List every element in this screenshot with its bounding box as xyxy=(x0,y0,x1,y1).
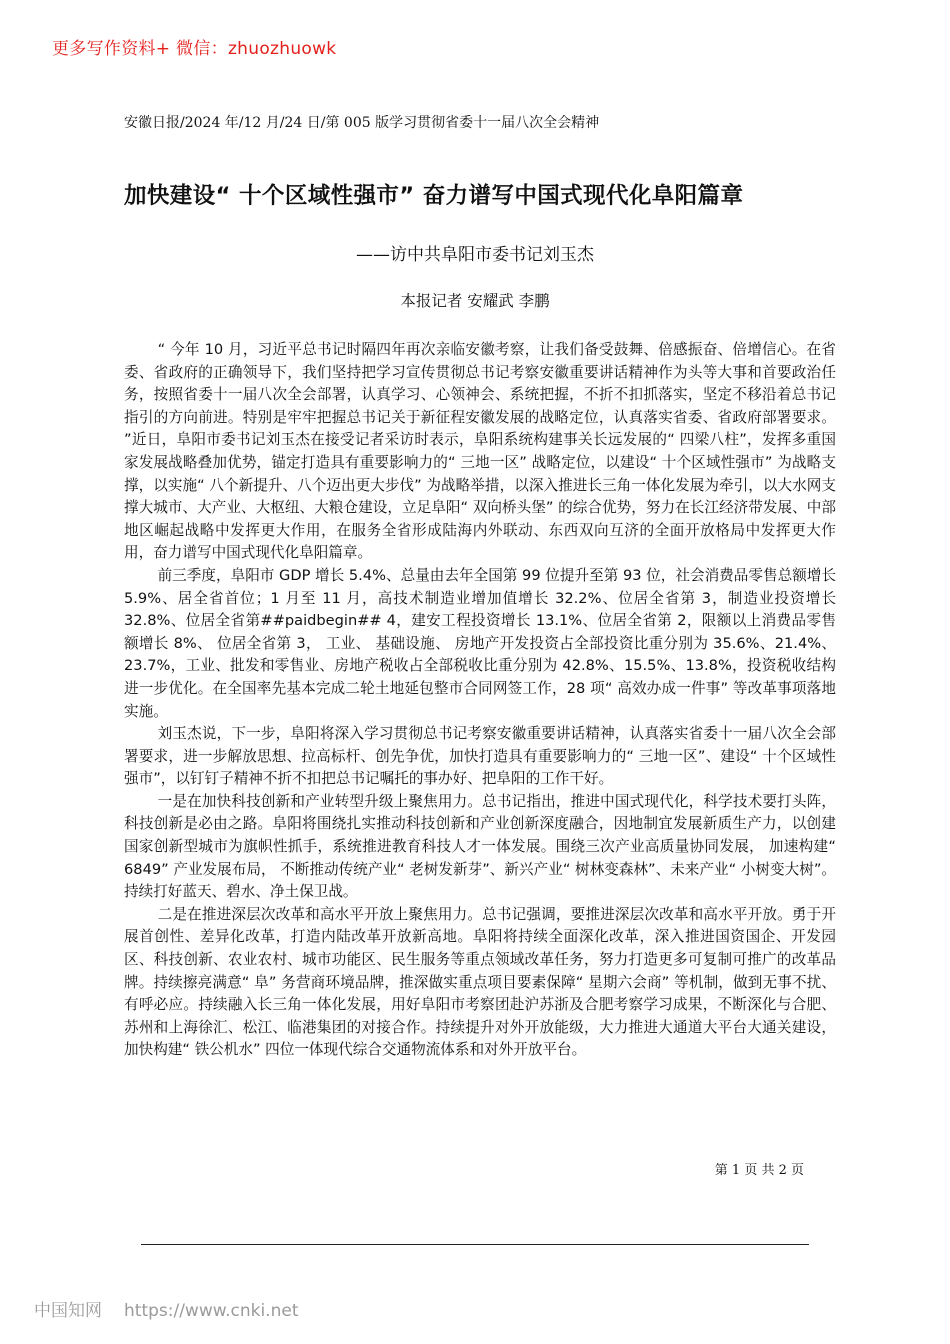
page-indicator: 第 1 页 共 2 页 xyxy=(714,1163,804,1178)
footer-divider xyxy=(141,1244,809,1245)
source-line: 安徽日报/2024 年/12 月/24 日/第 005 版学习贯彻省委十一届八次全会精神 xyxy=(124,115,600,131)
watermark xyxy=(34,1296,298,1321)
paragraph: 一是在加快科技创新和产业转型升级上聚焦用力。总书记指出，推进中国式现代化，科学技术要打头阵，科技创新是必由之路。阜阳将围绕扎实推动科技创新和产业创新深度融合，因地制宜发展新质生产力，以创建国家创新型城市为旗帜性抓手，系统推进教育科技人才一体发展。围绕三次产业高质量协同发展， 加速构建“ 6849” 产业发展布局， 不断推动传统产业“ 老树发新芽”、新兴产业“ 树林变森林”、未来产业“ 小树变大树”。持续打好蓝天、碧水、净土保卫战。 xyxy=(124,792,836,901)
byline: 本报记者 安耀武 李鹏 xyxy=(400,292,550,310)
watermark-brand: 中国知网 xyxy=(34,1301,102,1321)
paragraph: 二是在推进深层次改革和高水平开放上聚焦用力。总书记强调，要推进深层次改革和高水平开放。勇于开展首创性、差异化改革，打造内陆改革开放新高地。阜阳将持续全面深化改革，深入推进国资国企、开发园区、科技创新、农业农村、城市功能区、民生服务等重点领域改革任务，努力打造更多可复制可推广的改革品牌。持续擦亮满意“ 阜” 务营商环境品牌，推深做实重点项目要素保障“ 星期六会商” 等机制，做到无事不扰、有呼必应。持续融入长三角一体化发展，用好阜阳市考察团赴沪苏浙及合肥考察学习成果，不断深化与合肥、苏州和上海徐汇、松江、临港集团的对接合作。持续提升对外开放能级，大力推进大通道大平台大通关建设，加快构建“ 铁公机水” 四位一体现代综合交通物流体系和对外开放平台。 xyxy=(124,905,836,1059)
paragraph: 前三季度，阜阳市 GDP 增长 5.4%、总量由去年全国第 99 位提升至第 93 位，社会消费品零售总额增长 5.9%、居全省首位；1 月至 11 月，高技术制造业增加值增长 32.2%、位居全省第 3，制造业投资增长 32.8%、位居全省第##paidbegin## 4，建安工程投资增长 13.1%、位居全省第 2，限额以上消费品零售额增长 8%、 位居全省第 3， 工业、 基础设施、 房地产开发投资占全部投资比重分别为 35.6%、21.4%、23.7%，工业、批发和零售业、房地产税收占全部税收比重分别为 42.8%、15.5%、13.8%，投资税收结构进一步优化。在全国率先基本完成二轮土地延包整市合同网签工作，28 项“ 高效办成一件事” 等改革事项落地实施。 xyxy=(124,566,836,720)
article-subtitle: ——访中共阜阳市委书记刘玉杰 xyxy=(356,245,594,265)
article-body xyxy=(124,339,836,1062)
paragraph: 刘玉杰说，下一步，阜阳将深入学习贯彻总书记考察安徽重要讲话精神，认真落实省委十一届八次全会部署要求，进一步解放思想、拉高标杆、创先争优，加快打造具有重要影响力的“ 三地一区”、建设“ 十个区域性强市”，以钉钉子精神不折不扣把总书记嘱托的事办好、把阜阳的工作干好。 xyxy=(124,725,836,788)
article-title: 加快建设“ 十个区域性强市” 奋力谱写中国式现代化阜阳篇章 xyxy=(124,183,744,209)
paragraph: “ 今年 10 月，习近平总书记时隔四年再次亲临安徽考察，让我们备受鼓舞、倍感振奋、倍增信心。在省委、省政府的正确领导下，我们坚持把学习宣传贯彻总书记考察安徽重要讲话精神作为头等大事和首要政治任务，按照省委十一届八次全会部署，认真学习、心领神会、系统把握，不折不扣抓落实，坚定不移沿着总书记指引的方向前进。特别是牢牢把握总书记关于新征程安徽发展的战略定位，认真落实省委、省政府部署要求。 ”近日，阜阳市委书记刘玉杰在接受记者采访时表示，阜阳系统构建事关长远发展的“ 四梁八柱”，发挥多重国家发展战略叠加优势，锚定打造具有重要影响力的“ 三地一区” 战略定位，以建设“ 十个区域性强市” 为战略支撑，以实施“ 八个新提升、八个迈出更大步伐” 为战略举措，以深入推进长三角一体化发展为牵引，以大水网支撑大城市、大产业、大枢纽、大粮仓建设，立足阜阳“ 双向桥头堡” 的综合优势，努力在长江经济带发展、中部地区崛起战略中发挥更大作用，在服务全省形成陆海内外联动、东西双向互济的全面开放格局中发挥更大作用，奋力谱写中国式现代化阜阳篇章。 xyxy=(124,341,836,562)
promo-banner: 更多写作资料+ 微信：zhuozhuowk xyxy=(52,39,337,59)
watermark-url: https://www.cnki.net xyxy=(124,1301,299,1321)
